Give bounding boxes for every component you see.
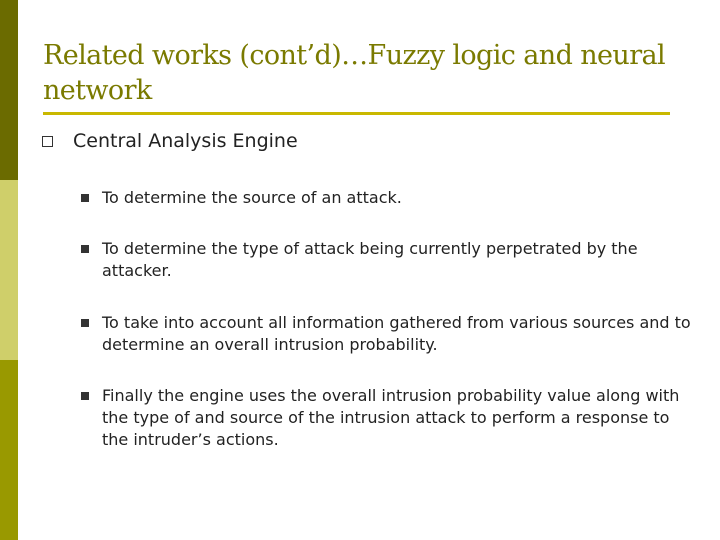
list-item-text: To take into account all information gathered from various sources and to determine an overall intrusion probability. xyxy=(102,313,691,354)
filled-square-bullet-icon xyxy=(81,392,89,400)
list-item xyxy=(81,187,691,209)
list-item xyxy=(81,312,691,356)
list-item xyxy=(81,238,691,282)
left-accent-bar-bottom xyxy=(0,360,18,540)
level1-list-item xyxy=(40,130,298,152)
left-accent-bar-top xyxy=(0,0,18,180)
filled-square-bullet-icon xyxy=(81,194,89,202)
list-item-text: Finally the engine uses the overall intrusion probability value along with the type of and source of the intrusion attack to perform a response to the intruder’s actions. xyxy=(102,386,680,449)
list-item-text: To determine the type of attack being currently perpetrated by the attacker. xyxy=(102,239,638,280)
level1-item-text: Central Analysis Engine xyxy=(73,130,298,152)
sub-bullet-list xyxy=(81,187,691,480)
list-item-text: To determine the source of an attack. xyxy=(102,188,402,207)
filled-square-bullet-icon xyxy=(81,319,89,327)
list-item xyxy=(81,385,691,451)
filled-square-bullet-icon xyxy=(81,245,89,253)
title-underline-rule xyxy=(43,112,670,115)
left-accent-bar-middle xyxy=(0,180,18,360)
hollow-square-bullet-icon xyxy=(42,136,53,147)
slide-title: Related works (cont’d)…Fuzzy logic and neural network xyxy=(43,40,666,106)
